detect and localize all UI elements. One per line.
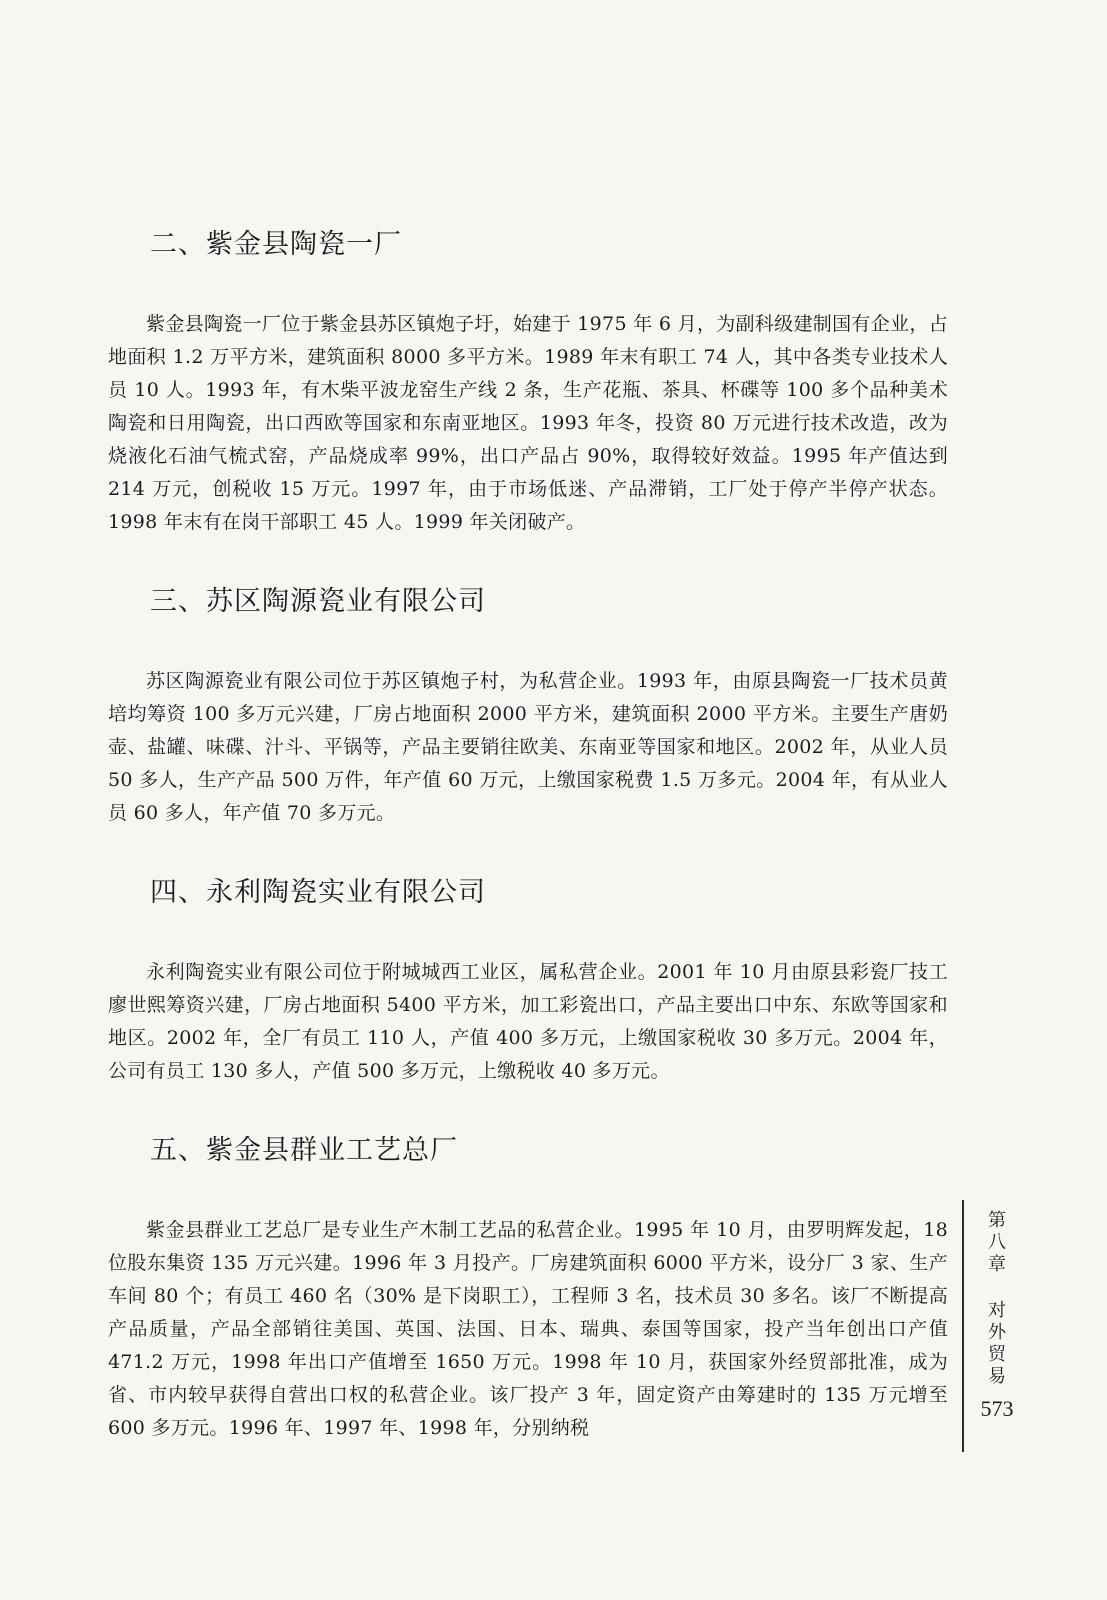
section-heading: 四、永利陶瓷实业有限公司 <box>150 877 486 908</box>
section-yongli-ceramics <box>108 874 948 1088</box>
page-number: 573 <box>980 1396 1014 1421</box>
section-qunye-crafts <box>108 1132 948 1445</box>
section-ceramics-factory-1 <box>108 226 948 539</box>
section-heading: 五、紫金县群业工艺总厂 <box>150 1135 458 1166</box>
running-head <box>962 1200 1022 1452</box>
section-paragraph: 永利陶瓷实业有限公司位于附城城西工业区，属私营企业。2001 年 10 月由原县彩瓷厂技工廖世熙筹资兴建，厂房占地面积 5400 平方米，加工彩瓷出口，产品主要出口中东、东欧等国家和地区。2002 年，全厂有员工 110 人，产值 400 多万元，上缴国家税收 30 多万元。2004 年，公司有员工 130 多人，产值 500 多万元，上缴税收 40 多万元。 <box>108 961 948 1082</box>
section-suqu-taoyuan <box>108 583 948 830</box>
chapter-label: 第八章 <box>988 1210 1006 1275</box>
section-paragraph: 苏区陶源瓷业有限公司位于苏区镇炮子村，为私营企业。1993 年，由原县陶瓷一厂技术员黄培均筹资 100 多万元兴建，厂房占地面积 2000 平方米，建筑面积 2000 平方米。主要生产唐奶壶、盐罐、味碟、汁斗、平锅等，产品主要销往欧美、东南亚等国家和地区。2002 年，从业人员 50 多人，生产产品 500 万件，年产值 60 万元，上缴国家税费 1.5 万多元。2004 年，有从业人员 60 多人，年产值 70 多万元。 <box>108 670 948 824</box>
section-heading: 二、紫金县陶瓷一厂 <box>150 229 402 260</box>
chapter-title: 对外贸易 <box>988 1300 1006 1387</box>
page-body <box>108 226 948 1445</box>
section-paragraph: 紫金县群业工艺总厂是专业生产木制工艺品的私营企业。1995 年 10 月，由罗明辉发起，18 位股东集资 135 万元兴建。1996 年 3 月投产。厂房建筑面积 6000 平方米，设分厂 3 家、生产车间 80 个；有员工 460 名（30% 是下岗职工），工程师 3 名，技术员 30 多名。该厂不断提高产品质量，产品全部销往美国、英国、法国、日本、瑞典、泰国等国家，投产当年创出口产值 471.2 万元，1998 年出口产值增至 1650 万元。1998 年 10 月，获国家外经贸部批准，成为省、市内较早获得自营出口权的私营企业。该厂投产 3 年，固定资产由筹建时的 135 万元增至 600 多万元。1996 年、1997 年、1998 年，分别纳税 <box>108 1219 948 1439</box>
section-heading: 三、苏区陶源瓷业有限公司 <box>150 586 486 617</box>
section-paragraph: 紫金县陶瓷一厂位于紫金县苏区镇炮子圩，始建于 1975 年 6 月，为副科级建制国有企业，占地面积 1.2 万平方米，建筑面积 8000 多平方米。1989 年末有职工 74 人，其中各类专业技术人员 10 人。1993 年，有木柴平波龙窑生产线 2 条，生产花瓶、茶具、杯碟等 100 多个品种美术陶瓷和日用陶瓷，出口西欧等国家和东南亚地区。1993 年冬，投资 80 万元进行技术改造，改为烧液化石油气梳式窑，产品烧成率 99%，出口产品占 90%，取得较好效益。1995 年产值达到 214 万元，创税收 15 万元。1997 年，由于市场低迷、产品滞销，工厂处于停产半停产状态。1998 年末有在岗干部职工 45 人。1999 年关闭破产。 <box>108 313 948 533</box>
margin-rule <box>962 1200 964 1452</box>
